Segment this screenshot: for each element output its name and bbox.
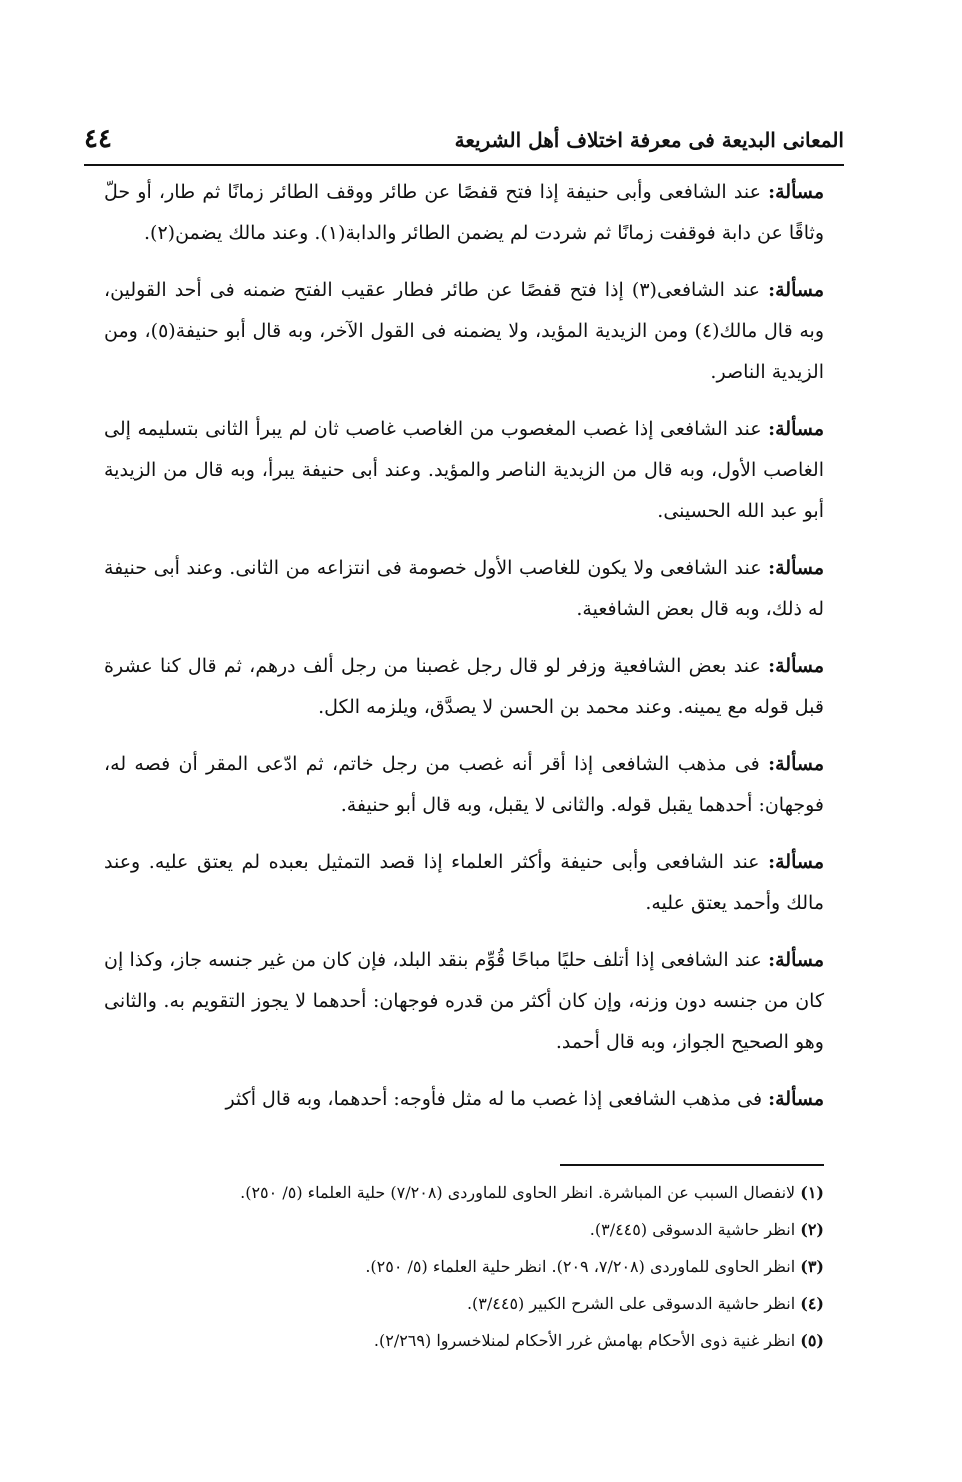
masala-text: عند الشافعى ولا يكون للغاصب الأول خصومة فى انتزاعه من الثانى. وعند أبى حنيفة له ذلك، وبه قال بعض الشافعية. [104,557,824,620]
footnote-number: (٣) [800,1257,824,1276]
masala-text: فى مذهب الشافعى إذا أقر أنه غصب من رجل خاتم، ثم ادّعى المقر أن فصه له، فوجهان: أحدهما يقبل قوله. والثانى لا يقبل، وبه قال أبو حنيفة. [104,753,824,816]
masala-paragraph [104,842,824,924]
masala-label: مسألة: [768,949,824,971]
masala-text: عند الشافعى وأبى حنيفة إذا فتح قفصًا عن طائر ووقف الطائر زمانًا ثم طار، أو حلّ وثاقًا عن دابة فوقفت زمانًا ثم شردت لم يضمن الطائر والدابة(١). وعند مالك يضمن(٢). [104,181,824,244]
footnote-text: انظر حاشية الدسوقى (٣/٤٤٥). [589,1220,801,1239]
footnote-text: انظر الحاوى للماوردى (٧/٢٠٨، ٢٠٩). انظر حلية العلماء (٥/ ٢٥٠). [365,1257,801,1276]
masala-text: عند الشافعى(٣) إذا فتح قفصًا عن طائر فطار عقيب الفتح ضمنه فى أحد القولين، وبه قال مالك(٤) ومن الزيدية المؤيد، ولا يضمنه فى القول الآخر، وبه قال أبو حنيفة(٥)، ومن الزيدية الناصر. [104,279,825,383]
masala-label: مسألة: [768,181,824,203]
body-text [104,172,824,1136]
masala-paragraph [104,172,824,254]
footnote-text: انظر حاشية الدسوقى على الشرح الكبير (٣/٤٤٥). [466,1294,801,1313]
footnote-text: انظر غنية ذوى الأحكام بهامش غرر الأحكام لمنلاخسروا (٢/٢٦٩). [373,1331,801,1350]
footnote [104,1248,824,1285]
page-number: ٤٤ [84,124,112,154]
masala-label: مسألة: [768,655,824,677]
masala-text: عند الشافعى إذا غصب المغصوب من الغاصب غاصب ثان لم يبرأ الثانى بتسليمه إلى الغاصب الأول، وبه قال من الزيدية الناصر والمؤيد. وعند أبى حنيفة يبرأ، وبه قال من الزيدية أبو عبد الله الحسينى. [104,418,824,522]
footnotes [104,1174,824,1359]
masala-label: مسألة: [768,279,824,301]
masala-paragraph [104,270,824,393]
footnote [104,1174,824,1211]
masala-paragraph [104,940,824,1063]
masala-label: مسألة: [768,753,824,775]
masala-label: مسألة: [768,851,824,873]
footnote [104,1322,824,1359]
masala-text: فى مذهب الشافعى إذا غصب ما له مثل فأوجه: أحدهما، وبه قال أكثر [225,1088,769,1110]
footnote-text: لانفصال السبب عن المباشرة. انظر الحاوى للماوردى (٧/٢٠٨) حلية العلماء (٥/ ٢٥٠). [240,1183,801,1202]
masala-paragraph [104,744,824,826]
footnote-number: (٢) [800,1220,824,1239]
masala-label: مسألة: [768,557,824,579]
header-title: المعانى البديعة فى معرفة اختلاف أهل الشريعة [454,128,844,152]
footnote [104,1211,824,1248]
footnote [104,1285,824,1322]
footnote-number: (٥) [800,1331,824,1350]
footnote-number: (٤) [800,1294,824,1313]
masala-paragraph [104,1079,824,1120]
footnote-number: (١) [800,1183,824,1202]
masala-paragraph [104,548,824,630]
masala-label: مسألة: [768,418,824,440]
running-header [84,122,844,166]
footnote-divider [560,1164,824,1166]
masala-paragraph [104,646,824,728]
masala-label: مسألة: [768,1088,824,1110]
masala-text: عند الشافعى وأبى حنيفة وأكثر العلماء إذا قصد التمثيل بعبده لم يعتق عليه. وعند مالك وأحمد يعتق عليه. [104,851,824,914]
masala-text: عند الشافعى إذا أتلف حليًا مباحًا قُوِّم بنقد البلد، فإن كان من غير جنسه جاز، وكذا إن كان من جنسه دون وزنه، وإن كان أكثر من قدره فوجهان: أحدهما لا يجوز التقويم به. والثانى وهو الصحيح الجواز، وبه قال أحمد. [104,949,824,1053]
masala-paragraph [104,409,824,532]
masala-text: عند بعض الشافعية وزفر لو قال رجل غصبنا من رجل ألف درهم، ثم قال كنا عشرة قبل قوله مع يمينه. وعند محمد بن الحسن لا يصدَّق، ويلزمه الكل. [104,655,824,718]
